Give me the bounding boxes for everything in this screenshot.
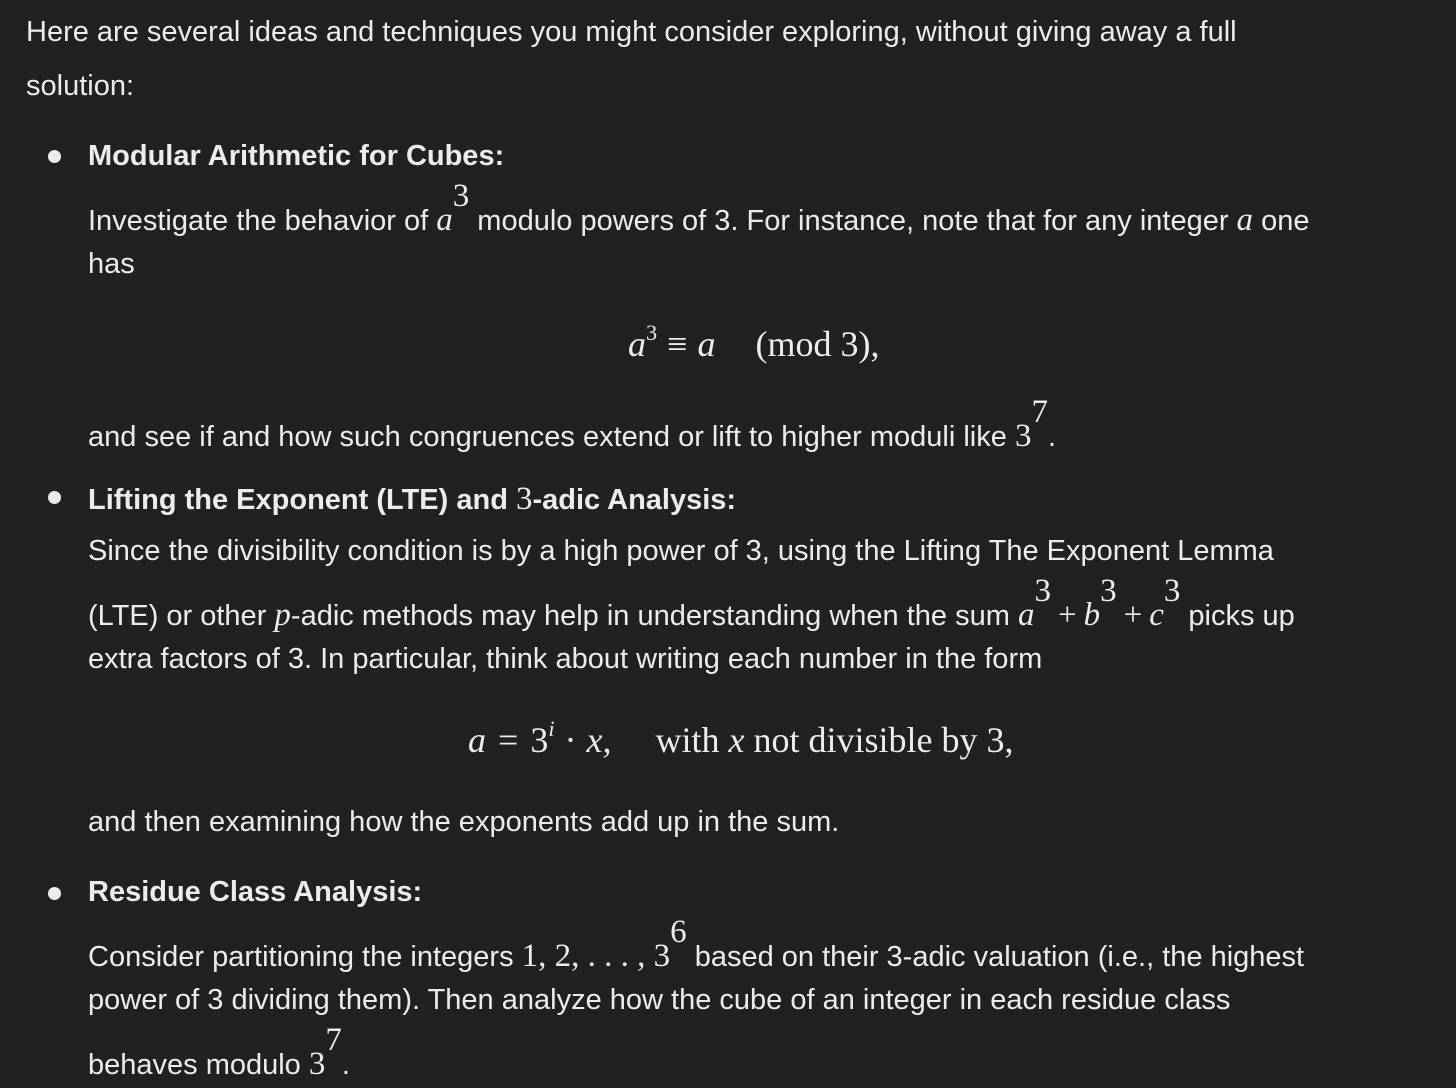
bullet-2-line-3: extra factors of 3. In particular, think about writing each number in the form: [88, 643, 1043, 675]
bullet-1-line-1: Investigate the behavior of $a^3$ modulo powers of 3. For instance, note that for any integer a one: [88, 178, 1310, 238]
bullet-1-display-equation: $a^3 \equiv a$ (mod 3),: [628, 319, 880, 364]
bullet-3-title: Residue Class Analysis:: [88, 876, 423, 908]
bullet-dot-3: [48, 887, 61, 900]
intro-line-1: Here are several ideas and techniques you might consider exploring, without giving away a full: [26, 16, 1237, 48]
bullet-1-title: Modular Arithmetic for Cubes:: [88, 140, 505, 172]
bullet-2-display-equation: $a = 3^i \cdot x$, with x not divisible by 3,: [468, 715, 1014, 760]
bullet-1-after: and see if and how such congruences extend or lift to higher moduli like $3^7$.: [88, 394, 1057, 454]
bullet-1-line-2: has: [88, 248, 135, 280]
bullet-2-line-1: Since the divisibility condition is by a high power of 3, using the Lifting The Exponent Lemma: [88, 535, 1274, 567]
bullet-dot-1: [48, 150, 61, 163]
bullet-3-line-1: Consider partitioning the integers 1, 2, . . . , $3^6$ based on their 3-adic valuation (i.e., the highest: [88, 914, 1305, 974]
bullet-2-line-2: (LTE) or other p-adic methods may help in understanding when the sum $a^3+ b^3+ c^3$ picks up: [88, 573, 1295, 633]
bullet-2-title: Lifting the Exponent (LTE) and 3-adic Analysis:: [88, 481, 737, 517]
bullet-dot-2: [48, 491, 61, 504]
intro-line-2: solution:: [26, 70, 135, 102]
bullet-2-after: and then examining how the exponents add up in the sum.: [88, 806, 840, 838]
bullet-3-line-3: behaves modulo $3^7$.: [88, 1022, 350, 1082]
bullet-3-line-2: power of 3 dividing them). Then analyze how the cube of an integer in each residue class: [88, 984, 1231, 1016]
